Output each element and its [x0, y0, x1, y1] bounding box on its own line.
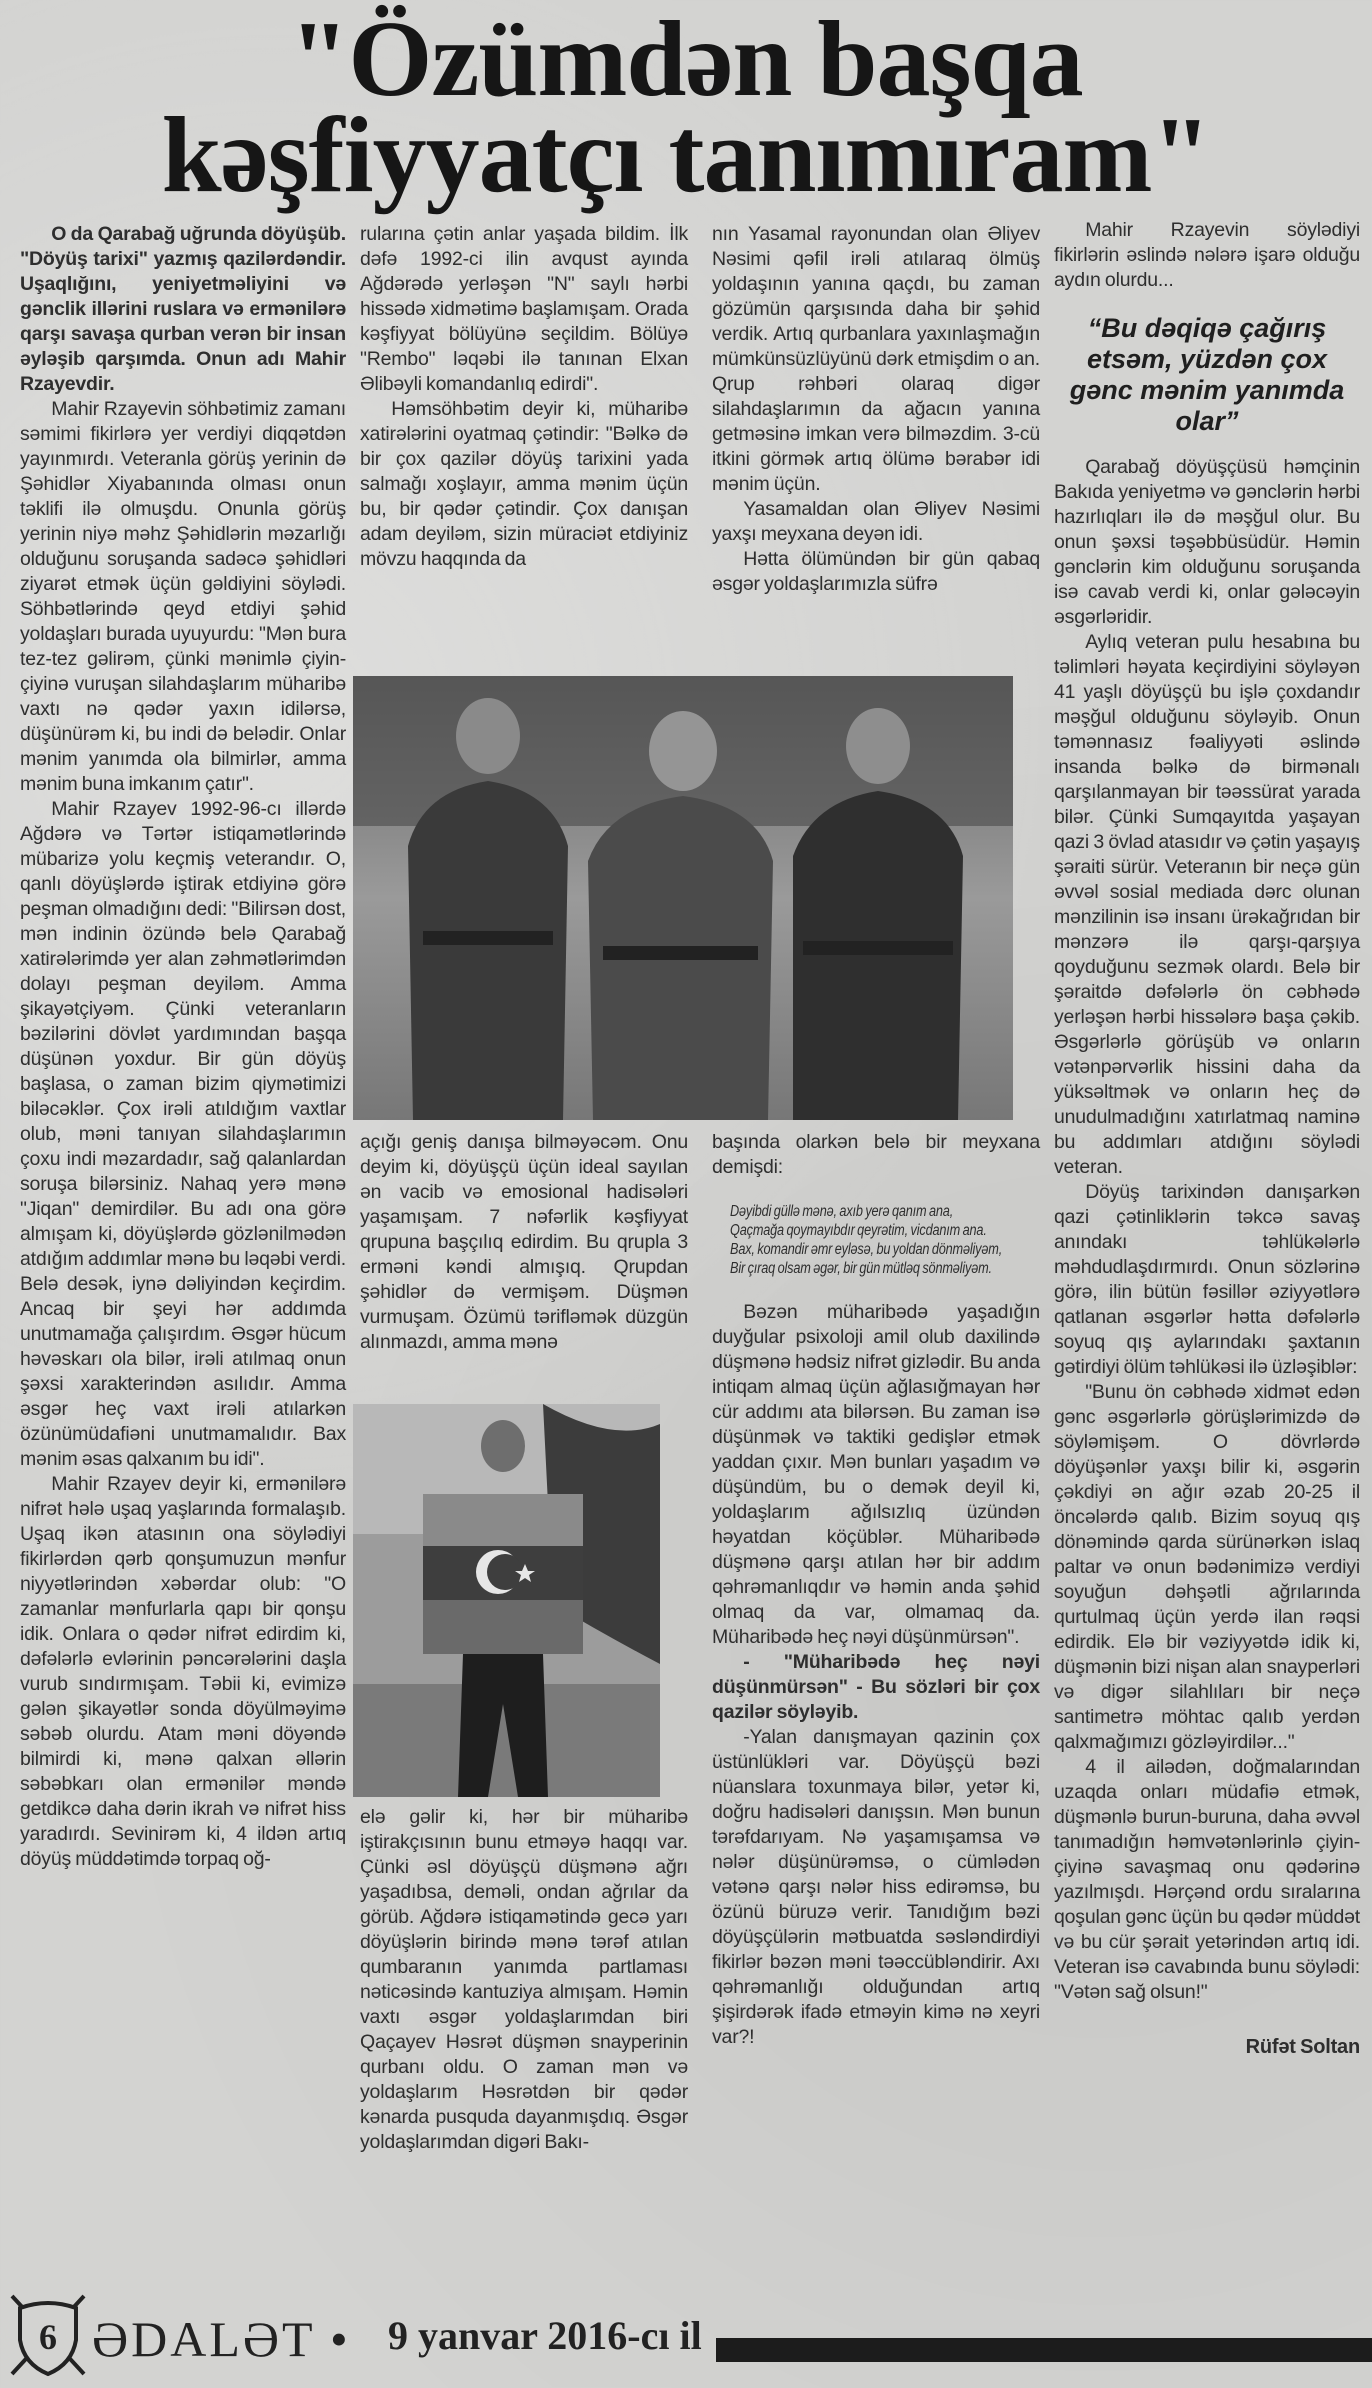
- paragraph: rularına çətin anlar yaşada bildim. İlk dəfə 1992-ci ilin avqust ayında Ağdərədə yerləşən "N" saylı hərbi hissədə xidmətimə başlamışam. Orada kəşfiyyat bölüyünə seçildim. Bölüyə "Rembo" ləqəbi ilə tanınan Elxan Əlibəyli komandanlıq edirdi".: [360, 223, 688, 395]
- paragraph: Mahir Rzayev deyir ki, ermənilərə nifrət hələ uşaq yaşlarında formalaşıb. Uşaq ikən atasının ona söylədiyi fikirlərdən qərb qonşumuzun mənfur niyyətlərindən xəbərdar olub: "O zamanlar mənfurlarla qapı bir qonşu idik. Onlara o qədər nifrət edirdim ki, dəfələrlə evlərinin pəncərələrini daşla vurub sındırmışam. Təbii ki, evimizə gələn şikayətlər sonda döyülməyimə səbəb olurdu. Atam məni döyəndə bilmirdi ki, mənə qalxan əllərin səbəbkarı olan ermənilər məndə getdikcə daha dərin ikrah və nifrət hiss yaradırdı. Sevinirəm ki, 4 ildən artıq döyüş müddətimdə torpaq oğ-: [20, 1473, 346, 1870]
- page-number-shield: [6, 2290, 90, 2380]
- lead-paragraph: O da Qarabağ uğrunda döyüşüb. "Döyüş tarixi" yazmış qazilərdəndir. Uşaqlığını, yeniyetməliyini və gənclik illərini ruslara və ermənilərə qarşı savaşa qurban verən bir insan əyləşib qarşımda. Onun adı Mahir Rzayevdir.: [20, 223, 346, 395]
- article-column-3-bottom: [712, 1130, 1040, 2050]
- photo-veteran-with-flag: [353, 1404, 660, 1797]
- paragraph: 4 il ailədən, doğmalarından uzaqda onları müdafiə etmək, düşmənlə burun-buruna, daha əvvəl tanımadığın həmvətənlərinlə çiyin-çiyinə savaşmaq onu qədərinə yazılmışdı. Hərçənd ordu sıralarına qoşulan gənc üçün bu qədər müddət və bu cür şərait yetərindən artıq idi. Veteran isə cavabında bunu söylədi: "Vətən sağ olsun!": [1054, 1756, 1360, 2003]
- headline-line-1: "Özümdən başqa: [289, 0, 1083, 119]
- paragraph: Həmsöhbətim deyir ki, müharibə xatirələrini oyatmaq çətindir: "Bəlkə də bir çox qazilər döyüş tarixini yada salmağı xoşlayır, amma mənim üçün bu, bir qədər çətindir. Çox danışan adam deyiləm, sizin müraciət etdiyiniz mövzu haqqında da: [360, 398, 688, 570]
- poem-line: Dəyibdi güllə mənə, axıb yerə qanım ana,: [730, 1203, 954, 1220]
- paragraph: Mahir Rzayev 1992-96-cı illərdə Ağdərə və Tərtər istiqamətlərində mübarizə yolu keçmiş veterandır. O, qanlı döyüşlərdə iştirak etdiyinə görə peşman olmadığını dedi: "Bilirsən dost, mən indinin özündə belə Qarabağ xatirələrimdə yer alan zəhmətlərimdən dolayı peşman deyiləm. Amma şikayətçiyəm. Çünki veteranların bəzilərini dövlət yardımından başqa düşünən yoxdur. Bir gün döyüş başlasa, o zaman bizim qiymətimizi biləcəklər. Çox irəli atıldığım vaxtlar olub, məni tanıyan silahdaşlarımın çoxu indi məzardadır, sağ qalanlardan soruşa bilərsiniz. Nahaq yerə mənə "Jiqan" demirdilər. Bu adı ona görə almışam ki, döyüşlərdə gözlənilmədən atdığım addımlar mənə bu ləqəbi verdi. Belə desək, iynə dəliyindən keçirdim. Ancaq bir şeyi hər addımda unutmamağa çalışırdım. Əsgər hücum həvəskarı ola bilər, irəli atılmaq onun şəxsi xarakterindən asılıdır. Amma əsgər heç vaxt irəli atılarkən özünümüdafiəni unutmamalıdır. Bax mənim əsas qalxanım bu idi".: [20, 798, 346, 1470]
- paragraph: Yasamaldan olan Əliyev Nəsimi yaxşı meyxana deyən idi.: [712, 498, 1040, 545]
- poem-line: Bir çıraq olsam əgər, bir gün mütləq sönməliyəm.: [730, 1260, 992, 1277]
- article-column-2-top: [360, 222, 688, 572]
- article-column-3-top: [712, 222, 1040, 597]
- paragraph: elə gəlir ki, hər bir müharibə iştirakçısının bunu etməyə haqqı var. Çünki əsl döyüşçü düşmənə ağrı yaşadıbsa, deməli, ondan ağrılar da görüb. Ağdərə istiqamətində gecə yarı döyüşlərin birində mənə tərəf atılan qumbaranın yanımda partlaması nəticəsində kantuziya almışam. Həmin vaxtı əsgər yoldaşlarımdan biri Qaçayev Həsrət düşmən snayperinin qurbanı oldu. O zaman mən və yoldaşlarım Həsrətdən bir qədər kənarda pusquda dayanmışdıq. Əsgər yoldaşlarımdan digəri Bakı-: [360, 1806, 688, 2153]
- paragraph: açığı geniş danışa bilməyəcəm. Onu deyim ki, döyüşçü üçün ideal sayılan ən vacib və emosional hadisələri yaşamışam. 7 nəfərlik kəşfiyyat qrupuna başçılıq edirdim. Bu qrupla 3 erməni kəndi almışıq. Qrupdan şəhidlər də vermişəm. Düşmən vurmuşam. Özümü tərifləmək düzgün alınmazdı, amma mənə: [360, 1131, 688, 1353]
- paragraph: Hətta ölümündən bir gün qabaq əsgər yoldaşlarımızla süfrə: [712, 548, 1040, 595]
- newspaper-name: ƏDALƏT •: [92, 2311, 351, 2367]
- paragraph: Bəzən müharibədə yaşadığın duyğular psixoloji amil olub daxilində düşmənə hədsiz nifrət gizlədir. Bu anda intiqam almaq üçün ağlasığmayan hər cür addımı ata bilərsən. Bu zaman isə düşünmək və taktiki gedişlər etmək yaddan çıxır. Mən bunları yaşadım və düşündüm, bu o demək deyil ki, yoldaşlarım ağılsızlıq üzündən həyatdan köçüblər. Müharibədə düşmənə qarşı atılan hər bir addım qəhrəmanlıqdır və həmin anda şəhid olmaq da var, olmamaq da. Müharibədə heç nəyi düşünmürsən".: [712, 1301, 1040, 1648]
- poem-line: Bax, komandir əmr eyləsə, bu yoldan dönməliyəm,: [730, 1241, 1003, 1258]
- paragraph: başında olarkən belə bir meyxana demişdi:: [712, 1131, 1040, 1178]
- subheading: “Bu dəqiqə çağırış etsəm, yüzdən çox gənc mənim yanımda olar”: [1069, 313, 1345, 436]
- article-column-2-bottom: [360, 1805, 688, 2155]
- paragraph: Döyüş tarixindən danışarkən qazi çətinliklərin təkcə savaş anındakı təhlükələrlə məhdudlaşdırmırdı. Onun sözlərinə görə, ilin bütün fəsillər əziyyətlərə qatlanan əsgərlər hətta dəfələrlə soyuq qış aylarındakı şaxtanın gətirdiyi ölüm təhlükəsi ilə üzləşiblər:: [1054, 1181, 1360, 1378]
- article-column-4: [1054, 218, 1360, 2060]
- page-number: 6: [39, 2317, 57, 2357]
- author-byline: Rüfət Soltan: [1245, 2036, 1360, 2058]
- paragraph: Mahir Rzayevin söylədiyi fikirlərin əslində nələrə işarə olduğu aydın olurdu...: [1054, 219, 1360, 291]
- meyxana-poem: [730, 1202, 1003, 1278]
- article-column-2-middle: [360, 1130, 688, 1355]
- photo-three-soldiers: [353, 676, 1013, 1120]
- paragraph: -Yalan danışmayan qazinin çox üstünlükləri var. Döyüşçü bəzi nüanslara toxunmaya bilər, yetər ki, doğru hadisələri danışsın. Mən bunun tərəfdarıyam. Nə yaşamışamsa və nələr düşünürəmsə, o cümlədən vətənə qarşı nələr hiss edirəmsə, bu özünü büruzə verir. Tanıdığım bəzi döyüşçülərin mətbuatda səsləndirdiyi fikirlər bəzən məni təəccübləndirir. Axı qəhrəmanlığı olduğundan artıq şişirdərək ifadə etməyin kimə nə xeyri var?!: [712, 1726, 1040, 2048]
- paragraph: Mahir Rzayevin söhbətimiz zamanı səmimi fikirlərə yer verdiyi diqqətdən yayınmırdı. Veteranla görüş yerinin də Şəhidlər Xiyabanında olması onun təklifi ilə olmuşdu. Onunla görüş yerinin niyə məhz Şəhidlərin məzarlığı olduğunu soruşanda sadəcə şəhidləri ziyarət etmək üçün gəldiyini söylədi. Söhbətlərində qeyd etdiyi şəhid yoldaşları burada uyuyurdu: "Mən bura tez-tez gəlirəm, çünki mənimlə çiyin-çiyinə vuruşan silahdaşlarım müharibə vaxtı nə qədər yaxın idilərsə, düşünürəm ki, bu indi də belədir. Onlar mənim yanımda ola bilmirlər, amma mənim buna imkanım çatır".: [20, 398, 346, 795]
- headline-line-2: kəşfiyyatçı tanımıram": [161, 96, 1211, 215]
- bold-quote: - "Müharibədə heç nəyi düşünmürsən" - Bu sözləri bir çox qazilər söyləyib.: [712, 1651, 1040, 1723]
- paragraph: nın Yasamal rayonundan olan Əliyev Nəsimi qəfil irəli atılaraq ölmüş yoldaşının yanına qaçdı, bu zaman gözümün qarşısında daha bir şəhid verdik. Artıq qurbanlara yaxınlaşmağın mümkünsüzlüyünü dərk etmişdim o an. Qrup rəhbəri olaraq digər silahdaşlarımın da ağacın yanına getməsinə imkan verə bilməzdim. 3-cü itkini görmək artıq ölümə bərabər idi mənim üçün.: [712, 223, 1040, 495]
- paragraph: Aylıq veteran pulu hesabına bu təlimləri həyata keçirdiyini söyləyən 41 yaşlı döyüşçü bu işlə çoxdandır məşğul olduğunu söyləyib. Onun təmənnasız fəaliyyəti əslində insanda bəlkə də birmənalı qarşılanmayan bir təəssürat yarada bilər. Çünki Sumqayıtda yaşayan qazi 3 övlad atasıdır və çətin yaşayış şəraiti sürür. Veteranın bir neçə gün əvvəl sosial mediada dərc olunan mənzilinin isə insanı ürəkağrıdan bir mənzərə ilə qarşı-qarşıya qoyduğunu sezmək olardı. Belə bir şəraitdə dəfələrlə ön cəbhədə yerləşən hərbi hissələrə başa çəkib. Əsgərlərlə görüşüb və onların vətənpərvərlik hissini daha da yüksəltmək və onların heç də unudulmadığını xatırlatmaq naminə bu addımları atdığını söylədi veteran.: [1054, 631, 1360, 1178]
- paragraph: Qarabağ döyüşçüsü həmçinin Bakıda yeniyetmə və gənclərin hərbi hazırlıqları ilə də məşğul olur. Bu onun şəxsi təşəbbüsüdür. Həmin gənclərin kim olduğunu soruşanda isə cavab verdi ki, onlar gələcəyin əsgərləridir.: [1054, 456, 1360, 628]
- poem-line: Qaçmağa qoymayıbdır qeyrətim, vicdanım ana.: [730, 1222, 987, 1239]
- article-column-1: [20, 222, 346, 1872]
- issue-date: 9 yanvar 2016-cı il: [388, 2313, 702, 2358]
- paragraph: "Bunu ön cəbhədə xidmət edən gənc əsgərlərlə görüşlərimizdə də söyləmişəm. O dövrlərdə döyüşənlər yaxşı bilir ki, əsgərin çəkdiyi ən ağır əzab 20-25 il öncələrdə qalıb. Bizim soyuq qış dönəmində qarda sürünərkən islaq paltar və onun bədənimizə verdiyi soyuğun dəhşətli ağrılarında qurtulmaq üçün yerdə ilan rəqsi edirdik. Elə bir vəziyyətdə idik ki, düşmənin bizi nişan alan snayperləri və digər silahlıları bir neçə santimetrə möhtac qalıb yerdən qalxmağımızı gözləyirdilər...": [1054, 1381, 1360, 1753]
- footer-rule: [716, 2338, 1372, 2362]
